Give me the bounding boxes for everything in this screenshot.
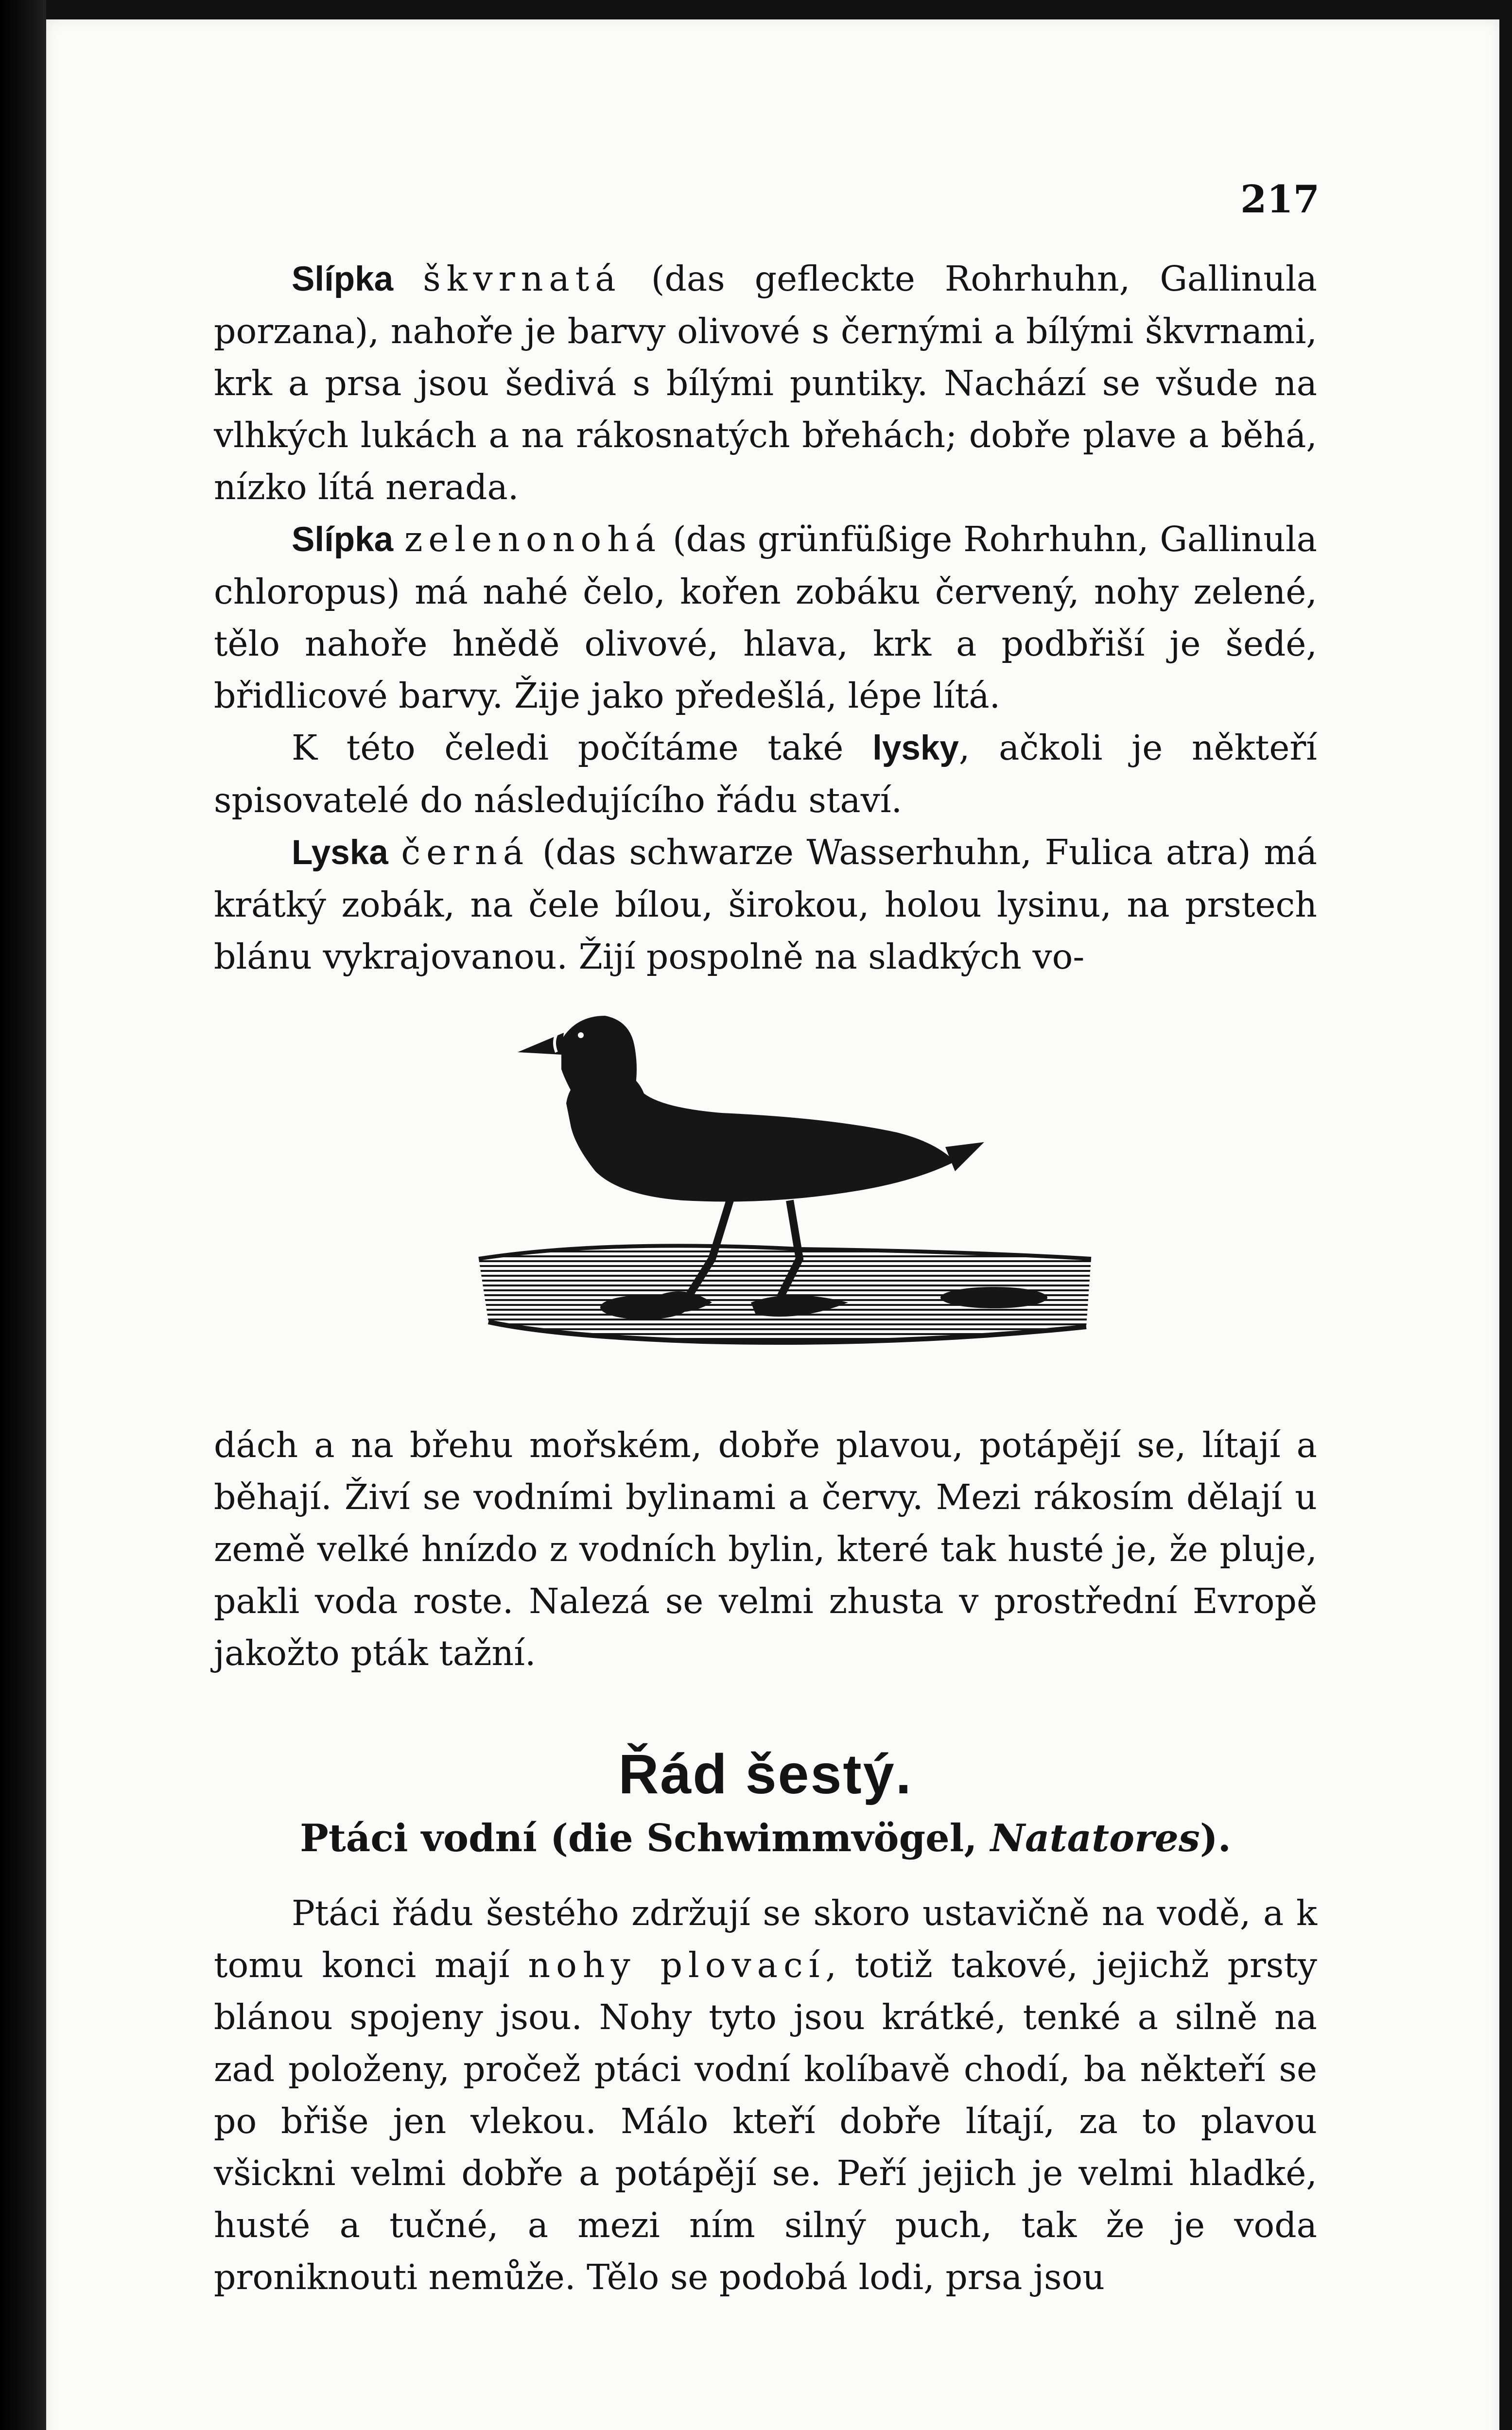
text-block-bottom (214, 1419, 1317, 2303)
qualifier: černá (401, 832, 530, 872)
paragraph-lyska-cerna (214, 826, 1317, 983)
paragraph-text: (das grünfüßige Rohrhuhn, Gallinula chloropus) má nahé čelo, kořen zobáku červený, nohy zelené, tělo nahoře hnědě olivové, hlava, krk a podbřiší je šedé, břidlicové barvy. Žije jako předešlá, lépe lítá. (214, 519, 1317, 716)
paragraph-lysky (214, 722, 1317, 826)
spaced-phrase: nohy plovací (528, 1945, 826, 1985)
paragraph-continued: dách a na břehu mořském, dobře plavou, potápějí se, lítají a běhají. Živí se vodními bylinami a červy. Mezi rákosím dělají u země velké hnízdo z vodních bylin, které tak husté je, že pluje, pakli voda roste. Nalezá se velmi zhusta v prostřední Evropě jakožto pták tažní. (214, 1425, 1317, 1673)
subheading-latin: Natatores (990, 1816, 1200, 1860)
paragraph-slipka-zelenonoha (214, 513, 1317, 722)
qualifier: zelenonohá (404, 519, 662, 559)
paragraph-slipka-skvrnata (214, 253, 1317, 513)
paragraph-ptaci-vodni (214, 1887, 1317, 2303)
term: Slípka (292, 521, 394, 559)
paragraph-text: , totiž takové, jejichž prsty blánou spojeny jsou. Nohy tyto jsou krátké, tenké a silně na zad položeny, pročež ptáci vodní kolíbavě chodí, ba někteří se po břiše jen vlekou. Málo kteří dobře lítají, za to plavou všickni velmi dobře a potápějí se. Peří jejich je velmi hladké, husté a tučné, a mezi ním silný puch, tak že je voda proniknouti nemůže. Tělo se podobá lodi, prsa jsou (214, 1945, 1317, 2297)
section-heading: Řád šestý. (618, 1743, 913, 1805)
paragraph-text: (das schwarze Wasserhuhn, Fulica atra) má krátký zobák, na čele bílou, širokou, holou lysinu, na prstech blánu vykrajovanou. Žijí pospolně na sladkých vo- (214, 832, 1317, 977)
term: lysky (872, 729, 959, 767)
subheading-suffix: ). (1199, 1816, 1231, 1860)
term: Slípka (292, 260, 394, 298)
scan-edge (0, 0, 46, 2430)
qualifier: škvrnatá (423, 259, 622, 299)
paragraph-text: K této čeledi počítáme také (292, 728, 844, 768)
paragraph-text: , ačkoli je někteří spisovatelé do následujícího řádu staví. (214, 728, 1317, 820)
book-page (46, 19, 1499, 2430)
term: Lyska (292, 833, 388, 872)
subheading-text: Ptáci vodní (die Schwimmvögel, (300, 1816, 977, 1860)
paragraph-text: Ptáci řádu šestého zdržují se skoro ustavičně na vodě, a k tomu konci mají (214, 1893, 1317, 1985)
paragraph-text: (das gefleckte Rohrhuhn, Gallinula porzana), nahoře je barvy olivové s černými a bílými škvrnami, krk a prsa jsou šedivá s bílými puntiky. Nachází se všude na vlhkých lukách a na rákosnatých břehách; dobře plave a běhá, nízko lítá nerada. (214, 259, 1317, 507)
text-block-top (214, 253, 1317, 983)
page-number: 217 (1240, 177, 1320, 222)
section-subheading (214, 1816, 1317, 1860)
coot-illustration (459, 987, 1120, 1405)
